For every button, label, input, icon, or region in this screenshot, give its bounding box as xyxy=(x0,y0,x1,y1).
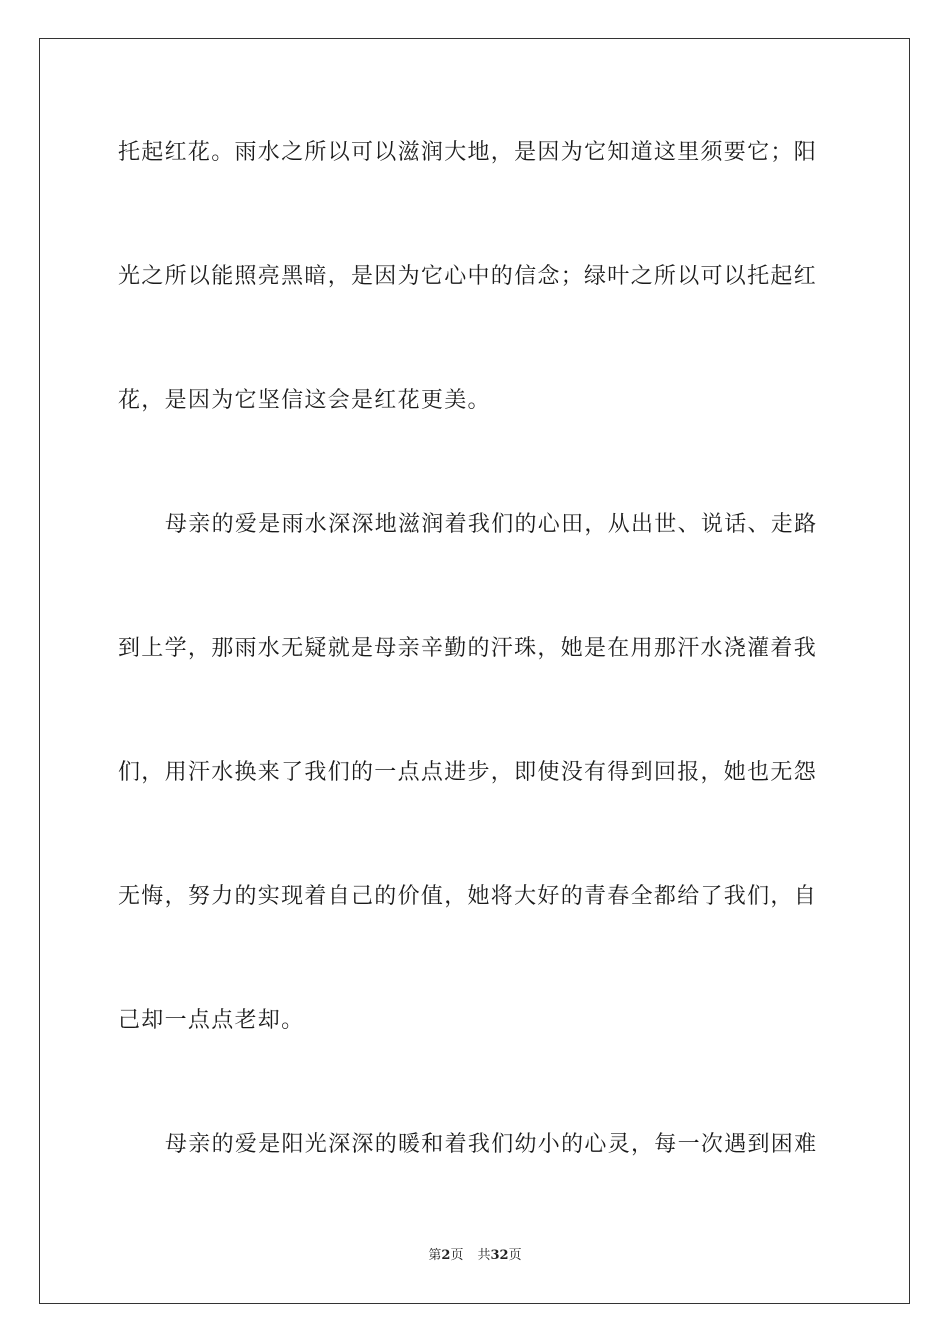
text-line: 花，是因为它坚信这会是红花更美。 xyxy=(118,388,491,413)
text-line: 无悔，努力的实现着自己的价值，她将大好的青春全都给了我们，自 xyxy=(118,884,818,909)
text-line: 到上学，那雨水无疑就是母亲辛勤的汗珠，她是在用那汗水浇灌着我 xyxy=(118,636,818,661)
text-line: 己却一点点老却。 xyxy=(118,1008,305,1033)
text-line: 托起红花。雨水之所以可以滋润大地，是因为它知道这里须要它；阳 xyxy=(118,140,818,165)
page-prefix: 第 xyxy=(428,1248,442,1263)
text-line: 们，用汗水换来了我们的一点点进步，即使没有得到回报，她也无怨 xyxy=(118,760,818,785)
page-border xyxy=(39,38,910,1304)
total-pages: 32 xyxy=(490,1248,509,1263)
total-prefix: 共 xyxy=(477,1248,491,1263)
total-suffix: 页 xyxy=(508,1248,522,1263)
page-footer xyxy=(0,1247,950,1265)
page-suffix: 页 xyxy=(450,1248,464,1263)
text-line: 光之所以能照亮黑暗，是因为它心中的信念；绿叶之所以可以托起红 xyxy=(118,264,818,289)
paragraph-first-line: 母亲的爱是阳光深深的暖和着我们幼小的心灵，每一次遇到困难 xyxy=(165,1132,818,1157)
paragraph-first-line: 母亲的爱是雨水深深地滋润着我们的心田，从出世、说话、走路 xyxy=(165,512,818,537)
page-number: 2 xyxy=(441,1248,451,1263)
